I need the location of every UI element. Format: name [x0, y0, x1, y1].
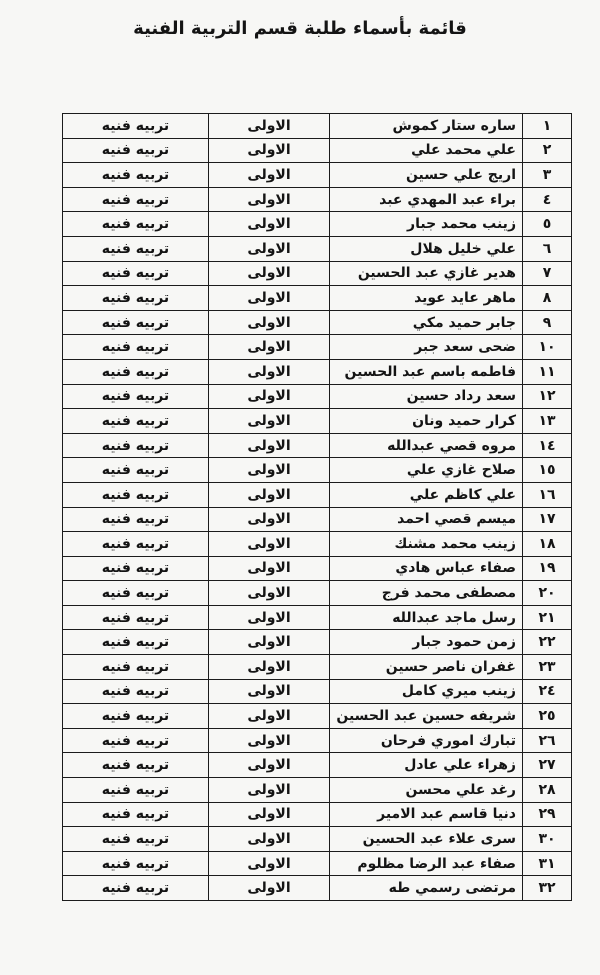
table-row — [63, 335, 572, 360]
table-row — [63, 630, 572, 655]
student-table-body — [63, 114, 572, 901]
table-row — [63, 310, 572, 335]
table-row — [63, 138, 572, 163]
stage-cell: الاولى — [209, 532, 330, 557]
table-row — [63, 532, 572, 557]
table-row — [63, 458, 572, 483]
department-cell: تربيه فنيه — [63, 138, 209, 163]
department-cell: تربيه فنيه — [63, 286, 209, 311]
stage-cell: الاولى — [209, 310, 330, 335]
student-name: زينب محمد جبار — [330, 212, 523, 237]
table-row — [63, 581, 572, 606]
row-number: ١٠ — [523, 335, 572, 360]
table-row — [63, 261, 572, 286]
row-number: ٣٢ — [523, 876, 572, 901]
student-name: تبارك اموري فرحان — [330, 728, 523, 753]
stage-cell: الاولى — [209, 433, 330, 458]
table-row — [63, 163, 572, 188]
student-name: مرتضى رسمي طه — [330, 876, 523, 901]
stage-cell: الاولى — [209, 212, 330, 237]
row-number: ٢١ — [523, 605, 572, 630]
department-cell: تربيه فنيه — [63, 236, 209, 261]
table-row — [63, 704, 572, 729]
stage-cell: الاولى — [209, 679, 330, 704]
stage-cell: الاولى — [209, 359, 330, 384]
stage-cell: الاولى — [209, 507, 330, 532]
row-number: ٢ — [523, 138, 572, 163]
table-row — [63, 409, 572, 434]
table-row — [63, 753, 572, 778]
row-number: ٣ — [523, 163, 572, 188]
student-name: غفران ناصر حسين — [330, 655, 523, 680]
stage-cell: الاولى — [209, 630, 330, 655]
department-cell: تربيه فنيه — [63, 409, 209, 434]
student-name: رغد علي محسن — [330, 778, 523, 803]
table-row — [63, 384, 572, 409]
student-name: ماهر عايد عويد — [330, 286, 523, 311]
student-name: سعد رداد حسين — [330, 384, 523, 409]
row-number: ٥ — [523, 212, 572, 237]
department-cell: تربيه فنيه — [63, 630, 209, 655]
student-name: مروه قصي عبدالله — [330, 433, 523, 458]
student-name: ضحى سعد جبر — [330, 335, 523, 360]
table-row — [63, 802, 572, 827]
stage-cell: الاولى — [209, 458, 330, 483]
row-number: ١٥ — [523, 458, 572, 483]
table-row — [63, 778, 572, 803]
department-cell: تربيه فنيه — [63, 704, 209, 729]
department-cell: تربيه فنيه — [63, 679, 209, 704]
row-number: ٢٨ — [523, 778, 572, 803]
stage-cell: الاولى — [209, 163, 330, 188]
student-name: دنيا قاسم عبد الامير — [330, 802, 523, 827]
table-row — [63, 728, 572, 753]
department-cell: تربيه فنيه — [63, 605, 209, 630]
department-cell: تربيه فنيه — [63, 532, 209, 557]
department-cell: تربيه فنيه — [63, 728, 209, 753]
row-number: ٣٠ — [523, 827, 572, 852]
stage-cell: الاولى — [209, 138, 330, 163]
stage-cell: الاولى — [209, 605, 330, 630]
department-cell: تربيه فنيه — [63, 802, 209, 827]
stage-cell: الاولى — [209, 753, 330, 778]
student-name: زينب ميري كامل — [330, 679, 523, 704]
stage-cell: الاولى — [209, 114, 330, 139]
stage-cell: الاولى — [209, 187, 330, 212]
table-row — [63, 679, 572, 704]
table-row — [63, 482, 572, 507]
row-number: ١١ — [523, 359, 572, 384]
row-number: ١٤ — [523, 433, 572, 458]
row-number: ١٦ — [523, 482, 572, 507]
row-number: ٢٢ — [523, 630, 572, 655]
row-number: ٢٤ — [523, 679, 572, 704]
table-row — [63, 827, 572, 852]
table-row — [63, 286, 572, 311]
student-name: صفاء عباس هادي — [330, 556, 523, 581]
row-number: ١٧ — [523, 507, 572, 532]
student-name: شريفه حسين عبد الحسين — [330, 704, 523, 729]
stage-cell: الاولى — [209, 581, 330, 606]
student-name: رسل ماجد عبدالله — [330, 605, 523, 630]
stage-cell: الاولى — [209, 876, 330, 901]
department-cell: تربيه فنيه — [63, 655, 209, 680]
department-cell: تربيه فنيه — [63, 827, 209, 852]
row-number: ٢٠ — [523, 581, 572, 606]
row-number: ٢٦ — [523, 728, 572, 753]
student-name: براء عبد المهدي عبد — [330, 187, 523, 212]
department-cell: تربيه فنيه — [63, 310, 209, 335]
table-row — [63, 114, 572, 139]
student-name: ميسم قصي احمد — [330, 507, 523, 532]
table-row — [63, 212, 572, 237]
stage-cell: الاولى — [209, 778, 330, 803]
stage-cell: الاولى — [209, 802, 330, 827]
table-row — [63, 187, 572, 212]
department-cell: تربيه فنيه — [63, 335, 209, 360]
student-name: علي محمد علي — [330, 138, 523, 163]
student-name: علي كاظم علي — [330, 482, 523, 507]
table-row — [63, 236, 572, 261]
stage-cell: الاولى — [209, 851, 330, 876]
stage-cell: الاولى — [209, 556, 330, 581]
student-name: صلاح غازي علي — [330, 458, 523, 483]
department-cell: تربيه فنيه — [63, 163, 209, 188]
department-cell: تربيه فنيه — [63, 482, 209, 507]
department-cell: تربيه فنيه — [63, 261, 209, 286]
department-cell: تربيه فنيه — [63, 212, 209, 237]
student-name: مصطفى محمد فرج — [330, 581, 523, 606]
student-name: فاطمه باسم عبد الحسين — [330, 359, 523, 384]
student-name: سرى علاء عبد الحسين — [330, 827, 523, 852]
table-row — [63, 433, 572, 458]
table-row — [63, 359, 572, 384]
stage-cell: الاولى — [209, 335, 330, 360]
stage-cell: الاولى — [209, 236, 330, 261]
row-number: ٨ — [523, 286, 572, 311]
table-row — [63, 851, 572, 876]
stage-cell: الاولى — [209, 704, 330, 729]
student-name: زمن حمود جبار — [330, 630, 523, 655]
department-cell: تربيه فنيه — [63, 187, 209, 212]
stage-cell: الاولى — [209, 261, 330, 286]
department-cell: تربيه فنيه — [63, 458, 209, 483]
student-name: ساره ستار كموش — [330, 114, 523, 139]
stage-cell: الاولى — [209, 655, 330, 680]
table-row — [63, 507, 572, 532]
student-name: علي خليل هلال — [330, 236, 523, 261]
department-cell: تربيه فنيه — [63, 556, 209, 581]
table-row — [63, 605, 572, 630]
stage-cell: الاولى — [209, 482, 330, 507]
row-number: ٤ — [523, 187, 572, 212]
student-name: اريج علي حسين — [330, 163, 523, 188]
row-number: ٢٩ — [523, 802, 572, 827]
row-number: ١٨ — [523, 532, 572, 557]
stage-cell: الاولى — [209, 384, 330, 409]
table-row — [63, 876, 572, 901]
department-cell: تربيه فنيه — [63, 851, 209, 876]
row-number: ٦ — [523, 236, 572, 261]
row-number: ١ — [523, 114, 572, 139]
table-row — [63, 556, 572, 581]
page-title: قائمة بأسماء طلبة قسم التربية الفنية — [133, 18, 467, 39]
student-name: زهراء علي عادل — [330, 753, 523, 778]
row-number: ١٢ — [523, 384, 572, 409]
row-number: ٩ — [523, 310, 572, 335]
row-number: ٢٣ — [523, 655, 572, 680]
student-name: هدير غازي عبد الحسين — [330, 261, 523, 286]
department-cell: تربيه فنيه — [63, 433, 209, 458]
stage-cell: الاولى — [209, 827, 330, 852]
student-table — [62, 113, 572, 901]
row-number: ٧ — [523, 261, 572, 286]
department-cell: تربيه فنيه — [63, 581, 209, 606]
stage-cell: الاولى — [209, 409, 330, 434]
stage-cell: الاولى — [209, 728, 330, 753]
department-cell: تربيه فنيه — [63, 114, 209, 139]
department-cell: تربيه فنيه — [63, 384, 209, 409]
row-number: ٣١ — [523, 851, 572, 876]
table-row — [63, 655, 572, 680]
department-cell: تربيه فنيه — [63, 753, 209, 778]
department-cell: تربيه فنيه — [63, 778, 209, 803]
row-number: ٢٥ — [523, 704, 572, 729]
department-cell: تربيه فنيه — [63, 507, 209, 532]
student-name: صفاء عبد الرضا مظلوم — [330, 851, 523, 876]
student-name: كرار حميد ونان — [330, 409, 523, 434]
stage-cell: الاولى — [209, 286, 330, 311]
row-number: ٢٧ — [523, 753, 572, 778]
student-name: جابر حميد مكي — [330, 310, 523, 335]
department-cell: تربيه فنيه — [63, 359, 209, 384]
row-number: ١٣ — [523, 409, 572, 434]
student-name: زينب محمد مشنك — [330, 532, 523, 557]
department-cell: تربيه فنيه — [63, 876, 209, 901]
row-number: ١٩ — [523, 556, 572, 581]
